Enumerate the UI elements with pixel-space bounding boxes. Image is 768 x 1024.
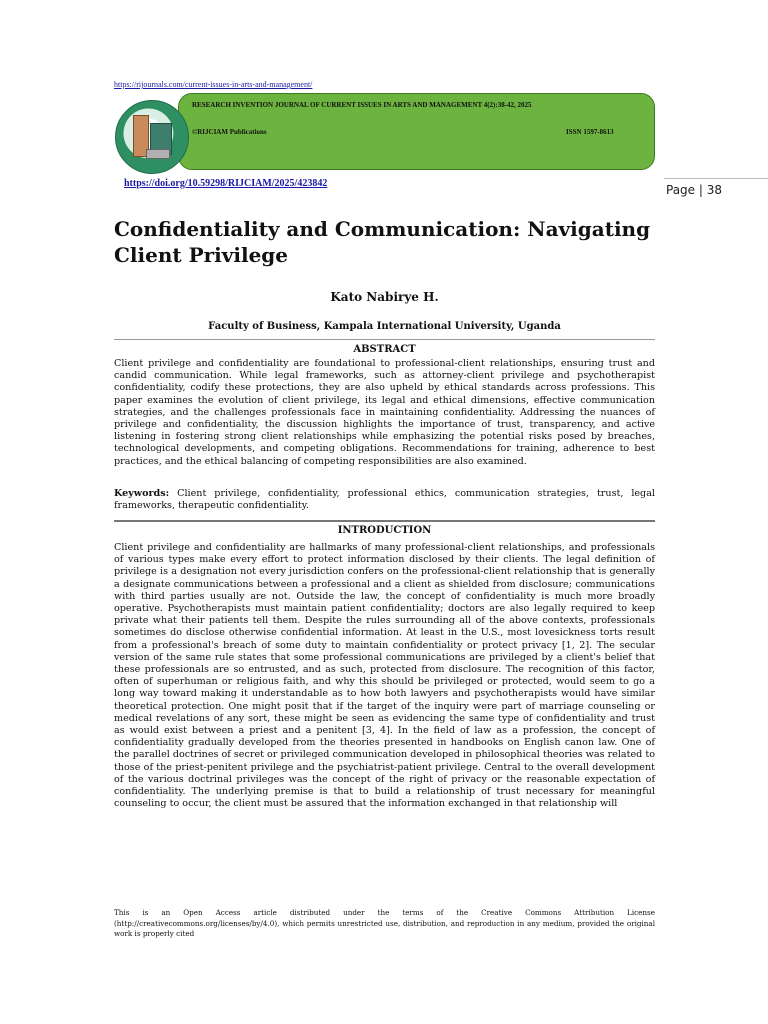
license-footer: This is an Open Access article distributed under the terms of the Creative Commons Attribution License (http://creativecommons.org/licenses/by/4.0), which permits unrestricted use, distribution, and reproduction in any medium, provided the original work is properly cited — [114, 908, 655, 938]
publisher: ©RIJCIAM Publications — [192, 128, 267, 136]
journal-title: RESEARCH INVENTION JOURNAL OF CURRENT ISSUES IN ARTS AND MANAGEMENT 4(2):38-42, 2025 — [192, 101, 532, 109]
article-title: Confidentiality and Communication: Navigating Client Privilege — [114, 217, 651, 267]
intro-text: Client privilege and confidentiality are hallmarks of many professional-client relationships, and professionals of various types make every effort to protect information disclosed by their clients. The legal definition of privilege is a designation not every jurisdiction confers on the professional-client relationship that is generally a designate communications between a professional and a client as shielded from disclosure; communications with third parties usually are not. Outside the law, the concept of confidentiality is much more broadly operative. Psychotherapists must maintain patient confidentiality; doctors are also legally required to keep private what their patients tell them. Despite the rules surrounding all of the above contexts, professionals sometimes do disclose otherwise confidential information. At least in the U.S., most lovesickness torts result from a professional's breach of some duty to maintain confidentiality or protect privacy [1, 2]. The secular version of the same rule states that some professional communications are privileged by a client's belief that these professionals are so entrusted, and as such, protected from disclosure. The recognition of this factor, often of superhuman or religious faith, and why this should be privileged or protected, would seem to go a long way toward making it understandable as to how both lawyers and psychotherapists would have similar theoretical protection. One might posit that if the target of the inquiry were part of marriage counseling or medical revelations of any sort, these might be seen as evidencing the same type of confidentiality and trust as would exist between a priest and a penitent [3, 4]. In the field of law as a profession, the concept of confidentiality gradually developed from the theories presented in handbooks on English canon law. One of the parallel doctrines of secret or privileged communication developed in philosophical theories was related to those of the priest-penitent privilege and the psychiatrist-patient privilege. Central to the overall development of the various doctrinal privileges was the concept of the right of privacy or the reasonable expectation of confidentiality. The underlying premise is that to build a relationship of trust necessary for meaningful counseling to occur, the client must be assured that the information exchanged in that relationship will — [114, 542, 655, 810]
keywords — [114, 488, 655, 512]
doi-link[interactable]: https://doi.org/10.59298/RIJCIAM/2025/423842 — [124, 178, 328, 189]
keywords-label: Keywords: — [114, 488, 170, 499]
abstract-heading: ABSTRACT — [353, 344, 416, 355]
page-divider — [664, 178, 768, 179]
affiliation: Faculty of Business, Kampala International University, Uganda — [208, 321, 561, 332]
abstract-rule — [114, 339, 655, 340]
intro-rule — [114, 520, 655, 522]
journal-logo — [115, 100, 189, 174]
journal-url-link[interactable]: https://rijournals.com/current-issues-in-arts-and-management/ — [114, 80, 313, 89]
keywords-text: Client privilege, confidentiality, professional ethics, communication strategies, trust, legal frameworks, therapeutic confidentiality. — [114, 488, 655, 512]
issn: ISSN 1597-8613 — [566, 128, 614, 136]
page-number: Page | 38 — [666, 183, 722, 197]
abstract-text: Client privilege and confidentiality are foundational to professional-client relationships, ensuring trust and candid communication. While legal frameworks, such as attorney-client privilege and psychotherapist confidentiality, codify these protections, they are also upheld by ethical standards across professions. This paper examines the evolution of client privilege, its legal and ethical dimensions, effective communication strategies, and the challenges professionals face in maintaining confidentiality. Addressing the nuances of privilege and confidentiality, the discussion highlights the importance of trust, transparency, and active listening in fostering strong client relationships while emphasizing the potential risks posed by breaches, technological developments, and competing obligations. Recommendations for training, adherence to best practices, and the ethical balancing of competing responsibilities are also examined. — [114, 358, 655, 467]
intro-heading: INTRODUCTION — [337, 525, 432, 536]
author: Kato Nabirye H. — [330, 290, 439, 304]
